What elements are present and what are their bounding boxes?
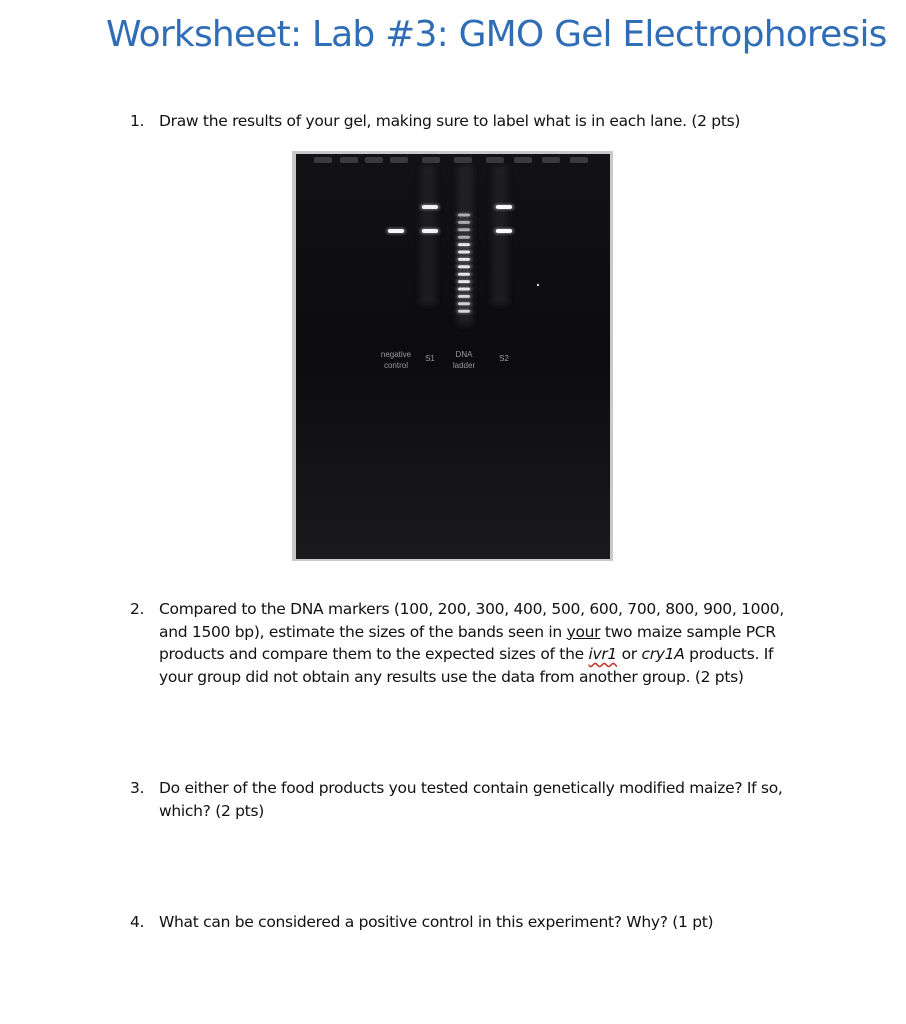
well: [365, 157, 383, 163]
question-text: [159, 598, 810, 688]
lane-smear: [420, 165, 436, 305]
label-s2: S2: [499, 354, 509, 363]
ladder-band: [458, 280, 470, 283]
ladder-band: [458, 258, 470, 261]
sample-band: [388, 229, 404, 233]
label-s1: S1: [425, 354, 435, 363]
question-1: [130, 110, 810, 133]
ladder-band: [458, 295, 470, 298]
ladder-band: [458, 221, 470, 224]
ladder-band: [458, 265, 470, 268]
sample-band: [496, 205, 512, 209]
question-number: 2.: [130, 600, 145, 618]
well: [454, 157, 472, 163]
gene-cry1a: cry1A: [641, 645, 685, 663]
question-text-part: or: [616, 645, 642, 663]
page-title: Worksheet: Lab #3: GMO Gel Electrophoresis: [106, 14, 887, 55]
gel-speck: [537, 284, 539, 286]
gel-image: [292, 151, 613, 561]
question-2: [130, 598, 810, 688]
gel-photo: [292, 151, 613, 561]
question-number: 1.: [130, 112, 145, 130]
well: [390, 157, 408, 163]
question-number: 4.: [130, 913, 145, 931]
well: [314, 157, 332, 163]
label-negative-control-1: negative: [380, 350, 412, 359]
ladder-band: [458, 214, 470, 217]
label-negative-control-2: control: [383, 361, 409, 370]
lane-smear: [492, 165, 508, 305]
well: [570, 157, 588, 163]
ladder-band: [458, 251, 470, 254]
ladder-band: [458, 236, 470, 239]
well: [340, 157, 358, 163]
question-number: 3.: [130, 779, 145, 797]
question-text: What can be considered a positive control in this experiment? Why? (1 pt): [159, 913, 714, 931]
question-text: Do either of the food products you tested contain genetically modified maize? If so, which? (2 pts): [159, 779, 783, 820]
label-dna-ladder-1: DNA: [455, 350, 473, 359]
ladder-band: [458, 288, 470, 291]
sample-band: [496, 229, 512, 233]
ladder-band: [458, 243, 470, 246]
gene-ivr1: ivr1: [588, 645, 617, 663]
question-text-part: products. If your group did not obtain any results use the data from another group. (2 pts): [159, 645, 774, 686]
well: [514, 157, 532, 163]
ladder-band: [458, 273, 470, 276]
question-4: [130, 911, 810, 934]
ladder-band: [458, 228, 470, 231]
label-dna-ladder-2: ladder: [452, 361, 476, 370]
question-text-part: Compared to the DNA markers (100, 200, 300, 400, 500, 600, 700, 800, 900, 1000, and 1500 bp), estimate the sizes of the bands seen in: [159, 600, 784, 641]
emphasis-your: your: [566, 622, 601, 641]
ladder-band: [458, 302, 470, 305]
question-text-part: two maize sample PCR products and compare them to the expected sizes of the: [159, 622, 776, 663]
ladder-band: [458, 310, 470, 313]
sample-band: [422, 229, 438, 233]
well: [542, 157, 560, 163]
question-3: [130, 777, 810, 822]
sample-band: [422, 205, 438, 209]
well: [486, 157, 504, 163]
gel-background: [296, 154, 610, 559]
question-text: Draw the results of your gel, making sure to label what is in each lane. (2 pts): [159, 112, 741, 130]
well: [422, 157, 440, 163]
